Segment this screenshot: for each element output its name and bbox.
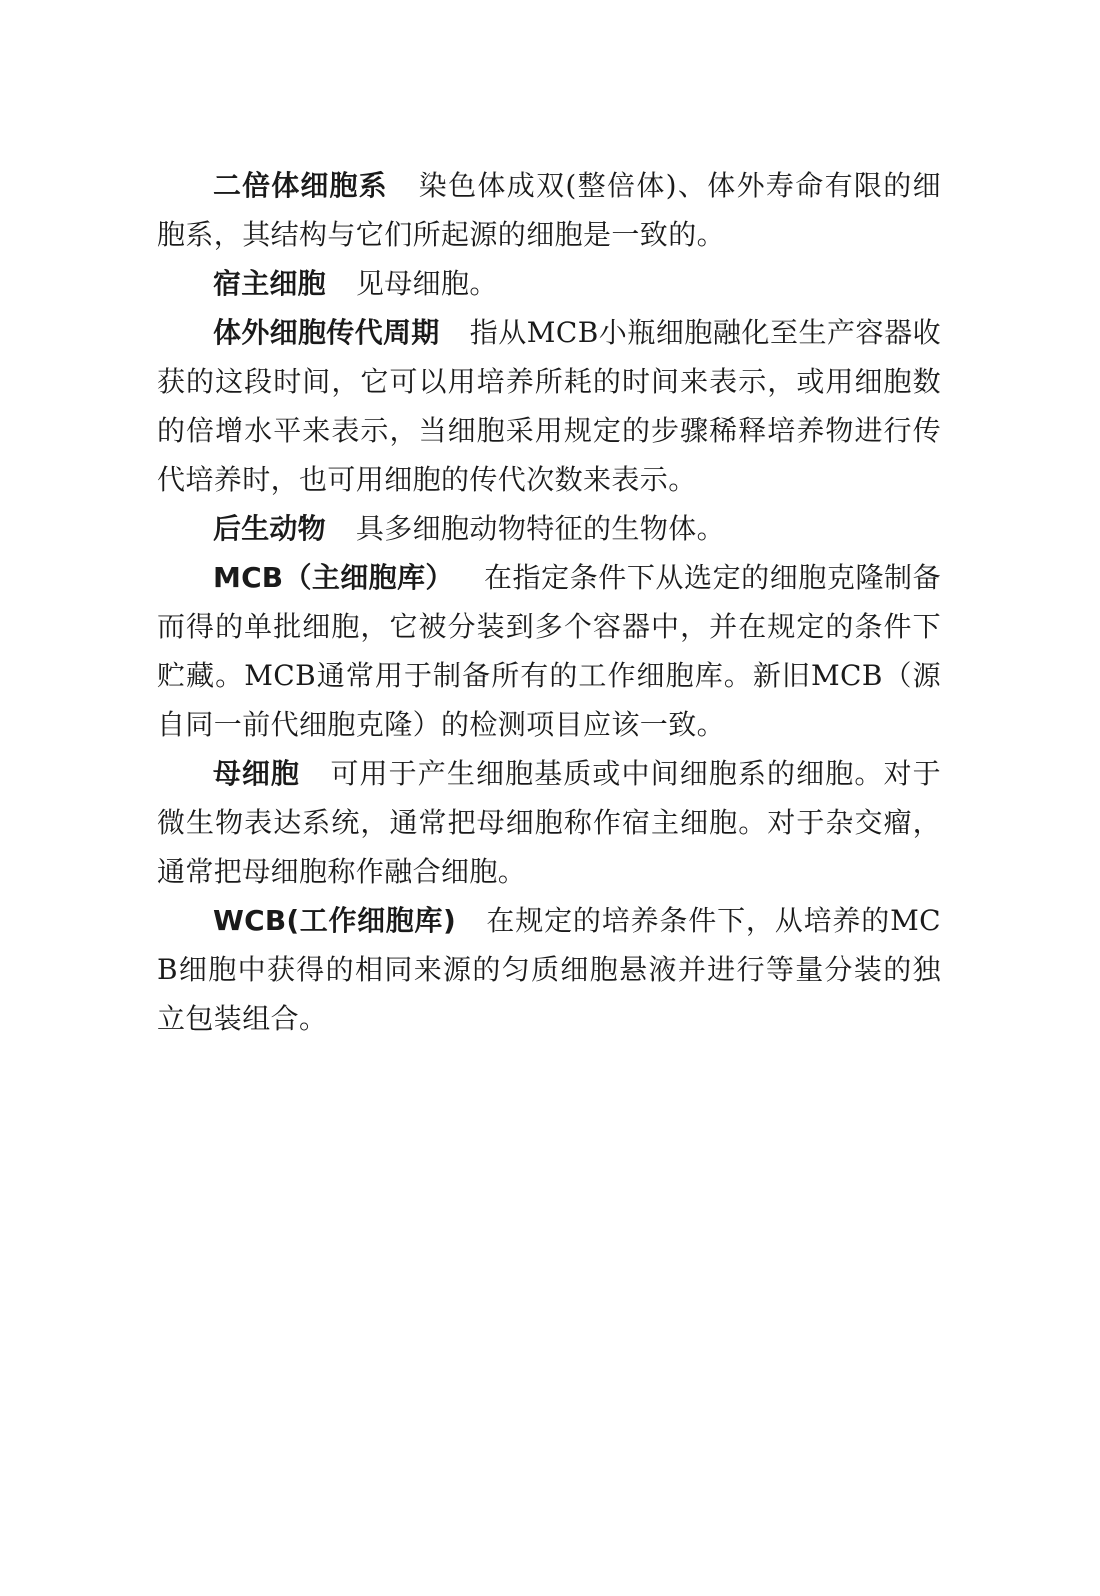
definition-parental-cell: 可用于产生细胞基质或中间细胞系的细胞。对于微生物表达系统，通常把母细胞称作宿主细胞。对于杂交瘤，通常把母细胞称作融合细胞。 — [157, 757, 941, 888]
glossary-entry-wcb — [157, 896, 941, 1043]
glossary-entry-diploid-cell-line — [157, 161, 941, 259]
term-mcb: MCB（主细胞库） — [213, 561, 454, 594]
glossary-entry-in-vitro-cell-age — [157, 308, 941, 504]
definition-diploid-cell-line: 染色体成双(整倍体)、体外寿命有限的细胞系，其结构与它们所起源的细胞是一致的。 — [157, 169, 942, 251]
term-host-cell: 宿主细胞 — [213, 267, 326, 300]
definition-metazoan: 具多细胞动物特征的生物体。 — [355, 512, 726, 545]
glossary-entry-parental-cell — [157, 749, 941, 896]
term-parental-cell: 母细胞 — [213, 757, 300, 790]
definition-wcb: 在规定的培养条件下，从培养的MCB细胞中获得的相同来源的匀质细胞悬液并进行等量分装的独立包装组合。 — [157, 904, 941, 1035]
glossary-entry-mcb — [157, 553, 941, 749]
term-wcb: WCB(工作细胞库) — [213, 904, 456, 937]
definition-in-vitro-cell-age: 指从MCB小瓶细胞融化至生产容器收获的这段时间，它可以用培养所耗的时间来表示，或用细胞数的倍增水平来表示，当细胞采用规定的步骤稀释培养物进行传代培养时，也可用细胞的传代次数来表示。 — [157, 316, 941, 496]
glossary-entry-host-cell — [157, 259, 941, 308]
term-in-vitro-cell-age: 体外细胞传代周期 — [213, 316, 440, 349]
term-diploid-cell-line: 二倍体细胞系 — [213, 169, 388, 202]
glossary-entry-metazoan — [157, 504, 941, 553]
term-metazoan: 后生动物 — [213, 512, 326, 545]
definition-host-cell: 见母细胞。 — [355, 267, 498, 300]
definition-mcb: 在指定条件下从选定的细胞克隆制备而得的单批细胞，它被分装到多个容器中，并在规定的条件下贮藏。MCB通常用于制备所有的工作细胞库。新旧MCB（源自同一前代细胞克隆）的检测项目应该一致。 — [157, 561, 942, 741]
glossary-body — [157, 161, 941, 1043]
